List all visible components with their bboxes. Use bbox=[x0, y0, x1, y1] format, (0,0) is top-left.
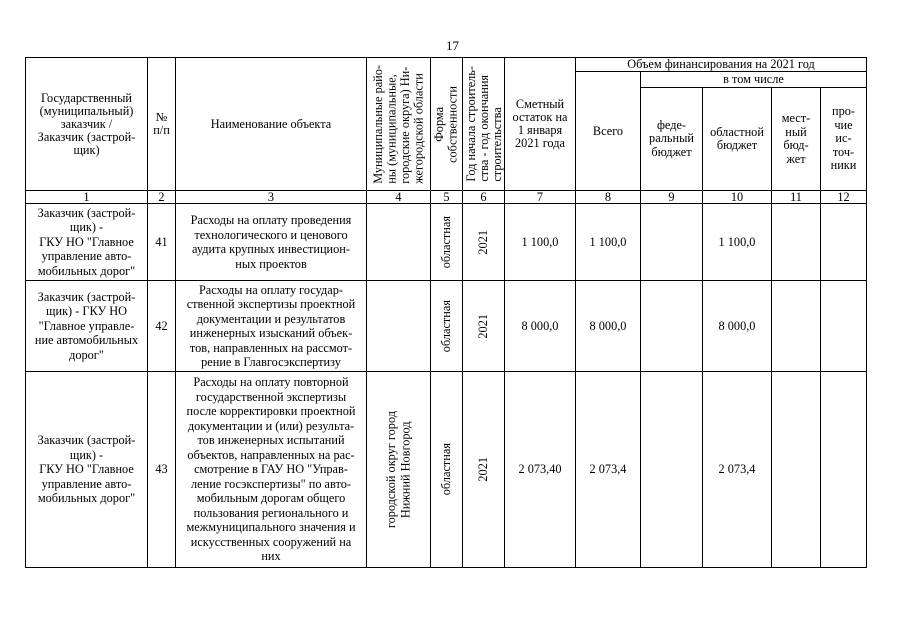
column-number: 12 bbox=[837, 190, 850, 204]
federal-cell bbox=[641, 281, 703, 372]
ownership: областная bbox=[439, 443, 454, 496]
other-cell bbox=[821, 372, 867, 568]
column-number: 4 bbox=[395, 190, 402, 204]
row-number-cell bbox=[148, 204, 176, 281]
estimated-balance-cell bbox=[505, 281, 576, 372]
estimated-balance-cell bbox=[505, 204, 576, 281]
federal-cell bbox=[641, 372, 703, 568]
header-federal-cell bbox=[641, 88, 703, 191]
column-number-cell bbox=[641, 191, 703, 204]
column-number-cell bbox=[576, 191, 641, 204]
row-number: 43 bbox=[155, 462, 168, 477]
header-total: Всего bbox=[592, 123, 624, 138]
header-local-cell bbox=[772, 88, 821, 191]
years-cell bbox=[463, 204, 505, 281]
column-number-cell bbox=[176, 191, 367, 204]
header-total-cell bbox=[576, 72, 641, 191]
estimated-balance: 8 000,0 bbox=[521, 318, 559, 333]
local-cell bbox=[772, 204, 821, 281]
regional: 1 100,0 bbox=[718, 234, 756, 249]
header-estimated-balance: Сметный остаток на 1 января 2021 года bbox=[512, 97, 568, 150]
table-row bbox=[26, 281, 867, 372]
column-number-cell bbox=[463, 191, 505, 204]
object-name-cell bbox=[176, 372, 367, 568]
column-number: 8 bbox=[604, 190, 612, 204]
district-cell bbox=[367, 372, 431, 568]
customer-cell bbox=[26, 204, 148, 281]
years: 2021 bbox=[476, 229, 491, 255]
object-name-cell bbox=[176, 281, 367, 372]
header-regional: областной бюджет bbox=[710, 124, 764, 152]
header-financing: Объем финансирования на 2021 год bbox=[627, 57, 815, 71]
financing-table bbox=[25, 57, 867, 568]
header-object-name: Наименование объекта bbox=[210, 116, 332, 131]
header-districts: Муниципальные райо- ны (муниципальные, городские округа) Ни- жегородской области bbox=[370, 64, 425, 184]
estimated-balance: 1 100,0 bbox=[521, 234, 559, 249]
total: 1 100,0 bbox=[589, 234, 627, 249]
column-number: 11 bbox=[790, 190, 802, 204]
object-name-cell bbox=[176, 204, 367, 281]
customer: Заказчик (застрой- щик) - ГКУ НО "Главное управление авто- мобильных дорог" bbox=[37, 433, 136, 506]
header-number: № п/п bbox=[153, 110, 170, 137]
federal-cell bbox=[641, 204, 703, 281]
column-number-cell bbox=[772, 191, 821, 204]
header-other: про- чие ис- точ- ники bbox=[830, 104, 857, 173]
header-years-cell bbox=[463, 58, 505, 191]
estimated-balance: 2 073,40 bbox=[518, 462, 562, 477]
object-name: Расходы на оплату государ- ственной экспертизы проектной документации и результатов инженерных изысканий объек- тов, направленных на рассмот- рение в Главгосэкспертизу bbox=[186, 282, 356, 369]
header-including-cell bbox=[641, 72, 867, 88]
customer: Заказчик (застрой- щик) - ГКУ НО "Главное управле- ние автомобильных дорог" bbox=[34, 289, 139, 362]
district-cell bbox=[367, 281, 431, 372]
header-regional-cell bbox=[703, 88, 772, 191]
object-name: Расходы на оплату проведения технологического и ценового аудита крупных инвестицион- ных проектов bbox=[190, 213, 352, 271]
column-number: 3 bbox=[267, 190, 275, 204]
header-federal: феде- ральный бюджет bbox=[649, 117, 694, 159]
row-number-cell bbox=[148, 372, 176, 568]
header-number-cell bbox=[148, 58, 176, 191]
customer: Заказчик (застрой- щик) - ГКУ НО "Главное управление авто- мобильных дорог" bbox=[37, 205, 136, 278]
column-number: 5 bbox=[443, 190, 450, 204]
row-number-cell bbox=[148, 281, 176, 372]
column-number: 1 bbox=[83, 190, 90, 204]
header-years: Год начала строитель- ства - год окончания строительства bbox=[464, 66, 504, 182]
ownership: областная bbox=[439, 299, 454, 353]
regional: 2 073,4 bbox=[718, 462, 756, 477]
ownership-cell bbox=[431, 204, 463, 281]
column-number: 2 bbox=[158, 190, 165, 204]
column-number-cell bbox=[505, 191, 576, 204]
header-ownership: Форма собственности bbox=[432, 85, 460, 163]
other-cell bbox=[821, 204, 867, 281]
column-number-cell bbox=[26, 191, 148, 204]
header-row-1 bbox=[26, 58, 867, 72]
total-cell bbox=[576, 372, 641, 568]
regional-cell bbox=[703, 372, 772, 568]
column-number-cell bbox=[703, 191, 772, 204]
column-number: 7 bbox=[536, 190, 544, 204]
header-districts-cell bbox=[367, 58, 431, 191]
total: 2 073,4 bbox=[589, 462, 627, 477]
column-numbers-row bbox=[26, 191, 867, 204]
customer-cell bbox=[26, 281, 148, 372]
district-cell bbox=[367, 204, 431, 281]
years-cell bbox=[463, 372, 505, 568]
other-cell bbox=[821, 281, 867, 372]
regional: 8 000,0 bbox=[718, 318, 756, 333]
years: 2021 bbox=[476, 313, 491, 339]
row-number: 41 bbox=[155, 234, 168, 249]
header-other-cell bbox=[821, 88, 867, 191]
column-number-cell bbox=[431, 191, 463, 204]
ownership-cell bbox=[431, 281, 463, 372]
total-cell bbox=[576, 281, 641, 372]
table-row bbox=[26, 204, 867, 281]
header-including: в том числе bbox=[723, 72, 784, 86]
district: городской округ город Нижний Новгород bbox=[384, 410, 413, 529]
regional-cell bbox=[703, 204, 772, 281]
column-number-cell bbox=[367, 191, 431, 204]
column-number-cell bbox=[821, 191, 867, 204]
customer-cell bbox=[26, 372, 148, 568]
total: 8 000,0 bbox=[589, 318, 627, 333]
local-cell bbox=[772, 372, 821, 568]
column-number: 9 bbox=[668, 190, 675, 204]
header-object-name-cell bbox=[176, 58, 367, 191]
header-estimated-balance-cell bbox=[505, 58, 576, 191]
years: 2021 bbox=[476, 457, 491, 482]
column-number-cell bbox=[148, 191, 176, 204]
header-customer: Государственный (муниципальный) заказчик / Заказчик (застрой- щик) bbox=[37, 90, 136, 157]
total-cell bbox=[576, 204, 641, 281]
page-number: 17 bbox=[446, 38, 459, 53]
header-local: мест- ный бюд- жет bbox=[781, 111, 811, 166]
table-row bbox=[26, 372, 867, 568]
column-number: 6 bbox=[480, 190, 487, 204]
row-number: 42 bbox=[155, 318, 168, 333]
years-cell bbox=[463, 281, 505, 372]
column-number: 10 bbox=[730, 190, 744, 204]
estimated-balance-cell bbox=[505, 372, 576, 568]
header-financing-cell bbox=[576, 58, 867, 72]
header-ownership-cell bbox=[431, 58, 463, 191]
ownership: областная bbox=[439, 215, 454, 269]
ownership-cell bbox=[431, 372, 463, 568]
object-name: Расходы на оплату повторной государственной экспертизы после корректировки проектной документации и (или) результа- тов инженерных испытаний объектов, направленных на рас- смотрение в ГАУ НО "Управ- ление госэкспертизы" по авто- мобильным дорогам общего пользования регионального и межмуниципального значения и искусственных сооружений на них bbox=[186, 375, 356, 564]
header-customer-cell bbox=[26, 58, 148, 191]
regional-cell bbox=[703, 281, 772, 372]
local-cell bbox=[772, 281, 821, 372]
